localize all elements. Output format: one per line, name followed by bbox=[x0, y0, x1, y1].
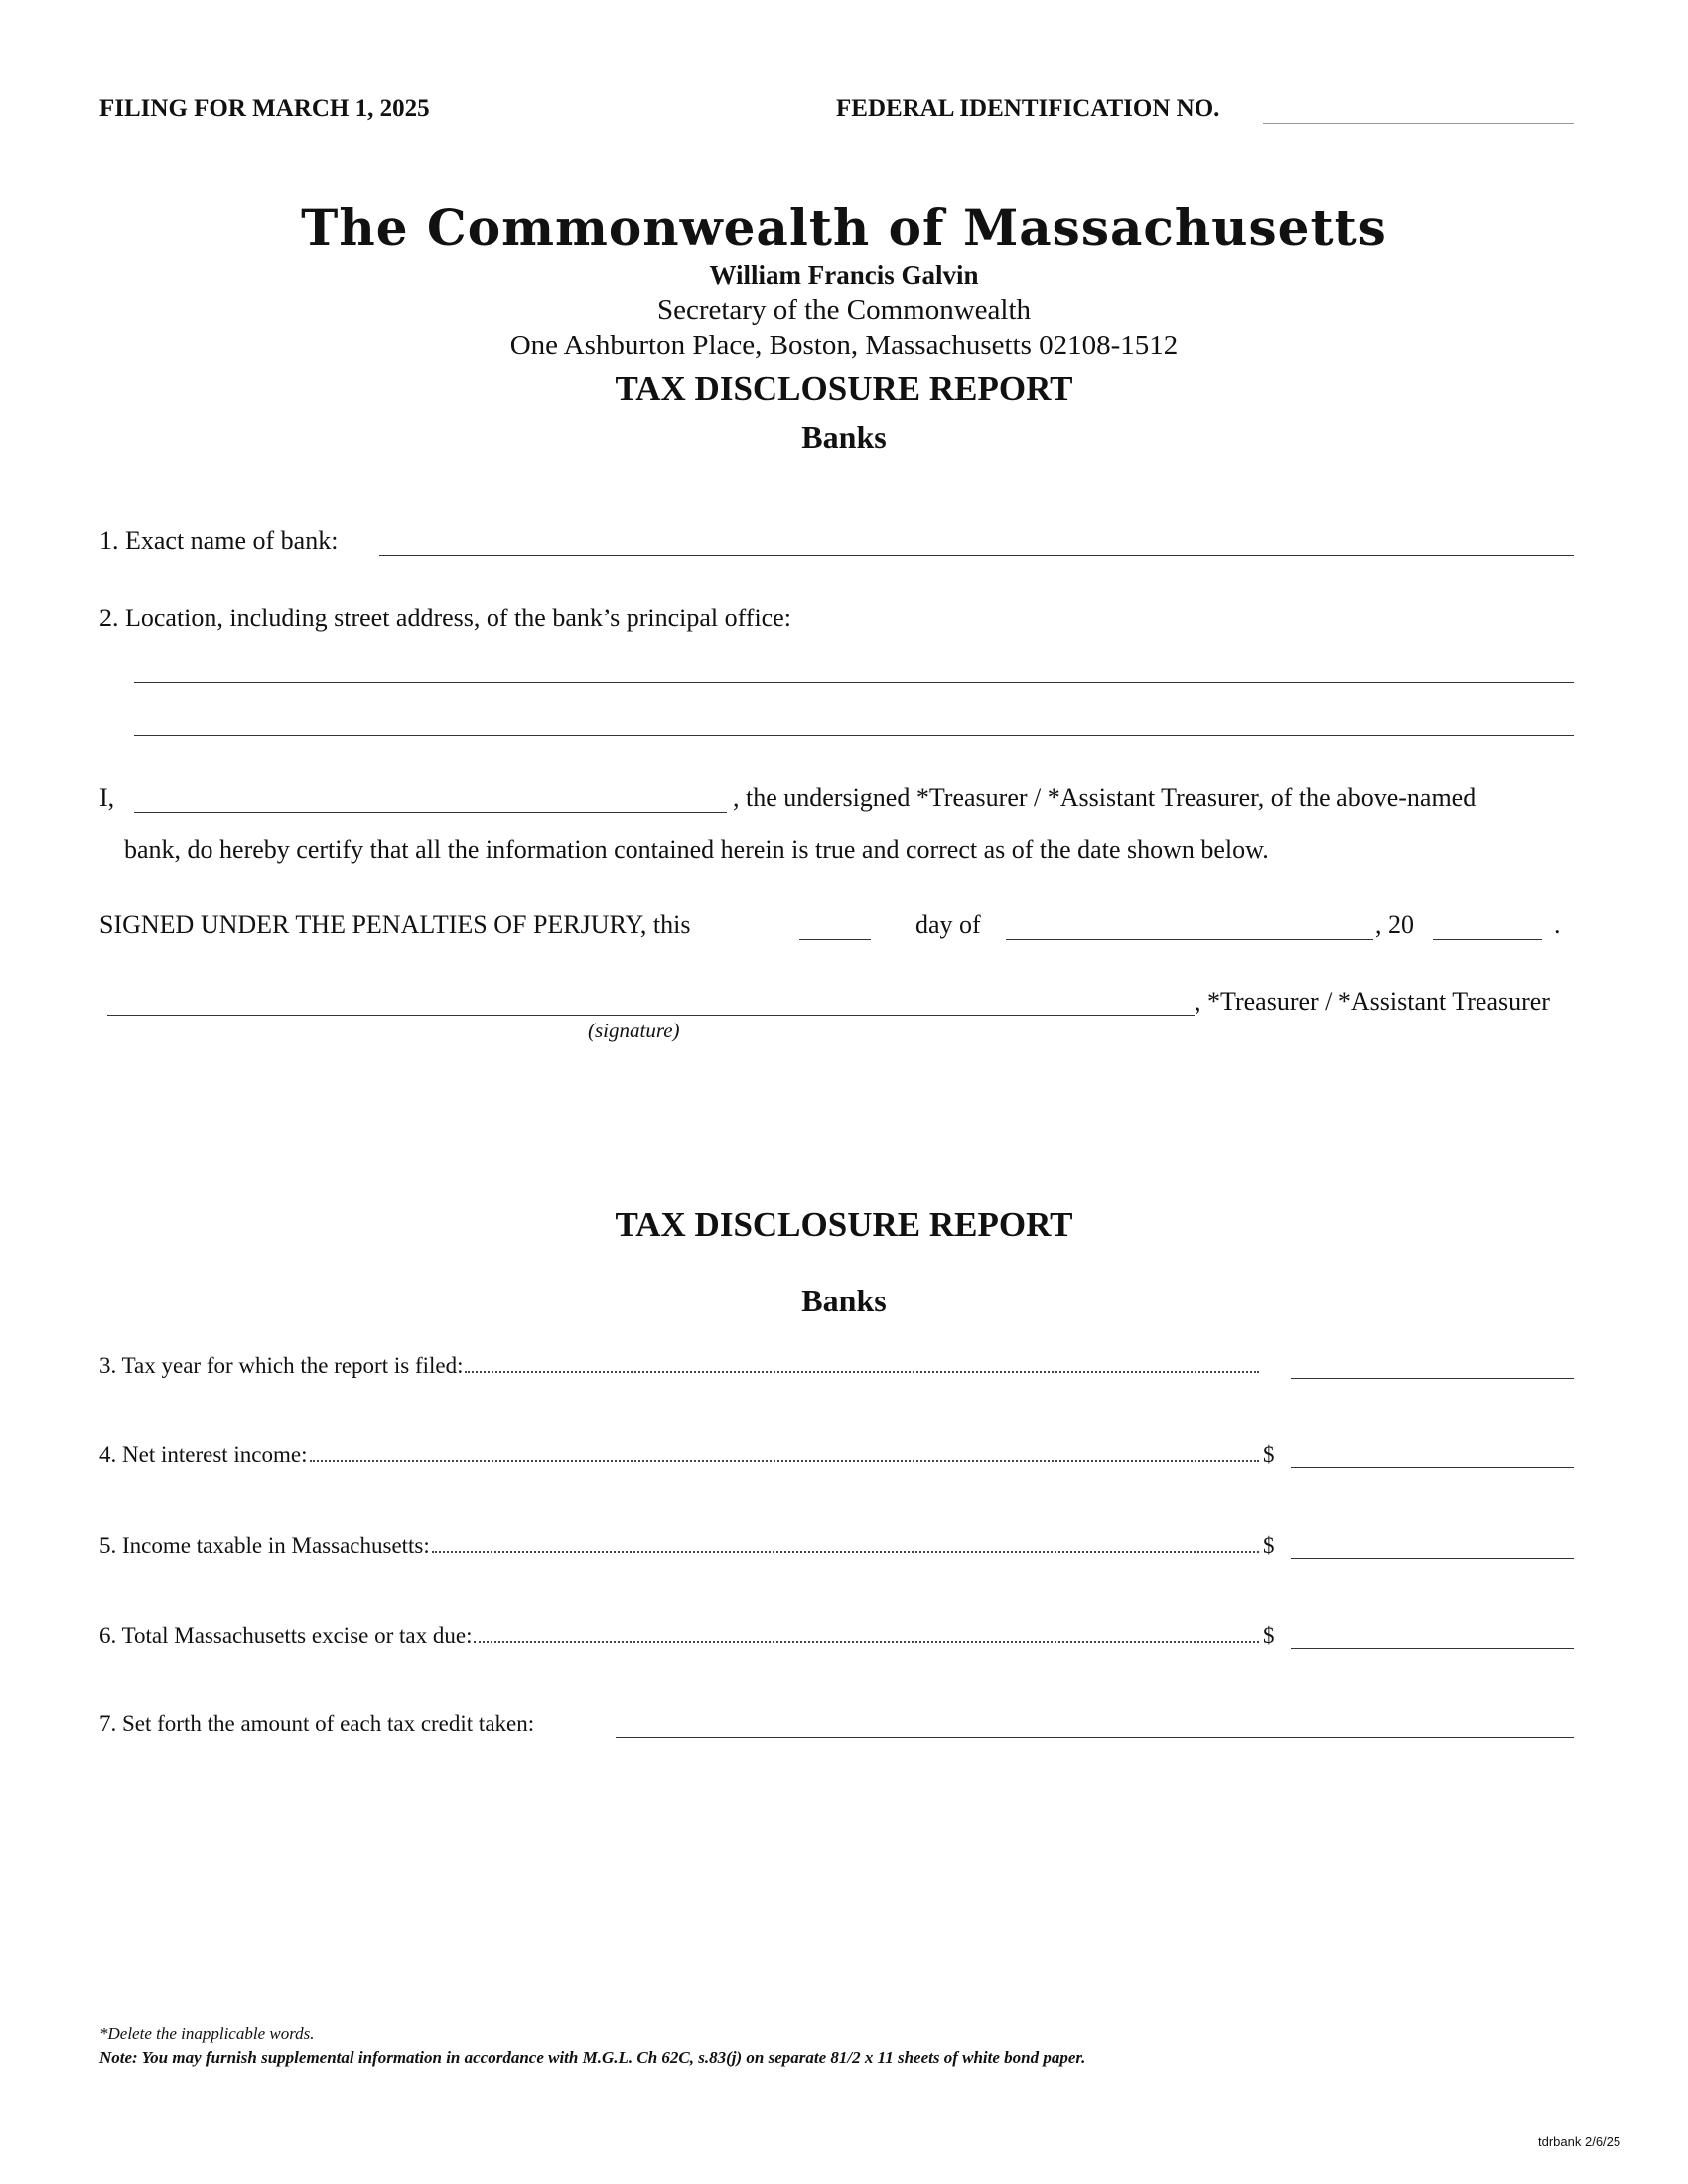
q7-label: 7. Set forth the amount of each tax credit taken: bbox=[99, 1711, 535, 1736]
dot-leader bbox=[474, 1641, 1259, 1643]
day-of-label: day of bbox=[915, 910, 981, 939]
secretary-name: William Francis Galvin bbox=[709, 260, 979, 290]
signature-role: , *Treasurer / *Assistant Treasurer bbox=[1195, 987, 1550, 1016]
item-net-interest-income bbox=[99, 1441, 1574, 1468]
tax-year-field[interactable] bbox=[1291, 1352, 1574, 1379]
total-tax-due-field[interactable] bbox=[1291, 1622, 1574, 1649]
year-prefix: , 20 bbox=[1375, 910, 1414, 939]
dot-leader bbox=[310, 1460, 1260, 1462]
federal-id-label: FEDERAL IDENTIFICATION NO. bbox=[836, 95, 1220, 122]
commonwealth-title: The Commonwealth of Massachusetts bbox=[301, 199, 1387, 257]
cert-i: I, bbox=[99, 783, 115, 812]
item-label: 4. Net interest income: bbox=[99, 1442, 308, 1467]
q1-label: 1. Exact name of bank: bbox=[99, 526, 339, 555]
report-title-2: TAX DISCLOSURE REPORT bbox=[615, 1205, 1073, 1244]
signature-field[interactable] bbox=[107, 1015, 1195, 1016]
month-field[interactable] bbox=[1006, 939, 1373, 940]
item-label: 5. Income taxable in Massachusetts: bbox=[99, 1533, 430, 1558]
filing-date: FILING FOR MARCH 1, 2025 bbox=[99, 95, 430, 122]
address-field-line-1[interactable] bbox=[134, 682, 1574, 683]
taxable-income-field[interactable] bbox=[1291, 1532, 1574, 1559]
cert-text: , the undersigned *Treasurer / *Assistant Treasurer, of the above-named bbox=[733, 783, 1477, 812]
report-title: TAX DISCLOSURE REPORT bbox=[615, 369, 1073, 408]
currency-sign: $ bbox=[1263, 1442, 1275, 1467]
period: . bbox=[1554, 910, 1561, 939]
treasurer-name-field[interactable] bbox=[134, 812, 727, 813]
item-label: 3. Tax year for which the report is filed: bbox=[99, 1353, 464, 1378]
item-total-tax-due bbox=[99, 1622, 1574, 1649]
signature-caption: (signature) bbox=[588, 1019, 680, 1042]
year-field[interactable] bbox=[1433, 939, 1542, 940]
dot-leader bbox=[432, 1551, 1259, 1553]
bank-name-field[interactable] bbox=[379, 555, 1574, 556]
item-tax-year bbox=[99, 1352, 1574, 1379]
address-field-line-2[interactable] bbox=[134, 735, 1574, 736]
day-field[interactable] bbox=[799, 939, 871, 940]
federal-id-field[interactable] bbox=[1263, 123, 1574, 124]
form-code: tdrbank 2/6/25 bbox=[1538, 2134, 1621, 2149]
report-subtitle-2: Banks bbox=[801, 1283, 887, 1318]
item-label: 6. Total Massachusetts excise or tax due: bbox=[99, 1623, 473, 1648]
item-taxable-income bbox=[99, 1532, 1574, 1559]
dot-leader bbox=[465, 1371, 1259, 1373]
cert-text-line2: bank, do hereby certify that all the information contained herein is true and correct as of the date shown below. bbox=[124, 835, 1269, 864]
q2-label: 2. Location, including street address, of the bank’s principal office: bbox=[99, 604, 791, 632]
currency-sign: $ bbox=[1263, 1623, 1275, 1648]
supplemental-note: Note: You may furnish supplemental information in accordance with M.G.L. Ch 62C, s.83(j) on separate 81/2 x 11 sheets of white bond paper. bbox=[99, 2048, 1086, 2067]
perjury-statement: SIGNED UNDER THE PENALTIES OF PERJURY, this bbox=[99, 910, 691, 939]
currency-sign: $ bbox=[1263, 1533, 1275, 1558]
delete-note: *Delete the inapplicable words. bbox=[99, 2024, 315, 2043]
secretary-office: Secretary of the Commonwealth bbox=[656, 294, 1032, 326]
office-address: One Ashburton Place, Boston, Massachusetts 02108-1512 bbox=[509, 330, 1179, 361]
net-interest-income-field[interactable] bbox=[1291, 1441, 1574, 1468]
tax-credit-field[interactable] bbox=[616, 1737, 1574, 1738]
report-subtitle: Banks bbox=[801, 419, 887, 455]
